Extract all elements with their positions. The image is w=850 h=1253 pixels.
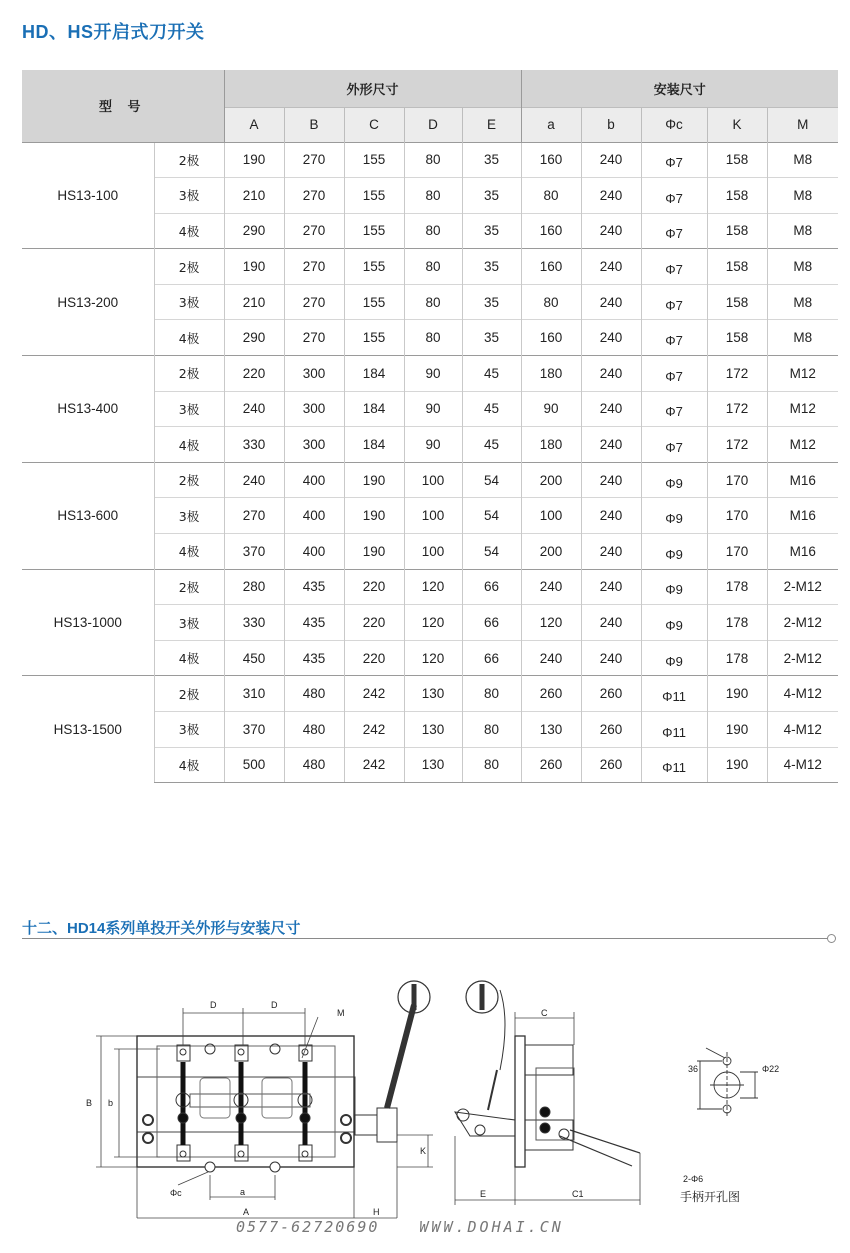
col-header: b bbox=[581, 107, 641, 142]
dimension-cell: 242 bbox=[344, 712, 404, 748]
pole-count: 4极 bbox=[154, 640, 224, 676]
pole-2 bbox=[234, 1045, 248, 1161]
dimension-cell: 80 bbox=[462, 747, 521, 783]
dimension-cell: 45 bbox=[462, 427, 521, 463]
side-view bbox=[455, 981, 640, 1205]
dimension-cell: 400 bbox=[284, 462, 344, 498]
dimension-cell: 54 bbox=[462, 534, 521, 570]
dimension-cell: 35 bbox=[462, 213, 521, 249]
dimension-cell: 120 bbox=[404, 640, 462, 676]
dimension-cell: 35 bbox=[462, 142, 521, 178]
divider-end-circle bbox=[827, 934, 836, 943]
col-header: M bbox=[767, 107, 838, 142]
dimension-cell: 290 bbox=[224, 320, 284, 356]
dimension-cell: 290 bbox=[224, 213, 284, 249]
dimension-cell: M16 bbox=[767, 534, 838, 570]
pole-count: 3极 bbox=[154, 178, 224, 214]
footer-url[interactable]: WWW.DOHAI.CN bbox=[419, 1218, 564, 1236]
table-row bbox=[22, 249, 838, 285]
dimension-cell: 260 bbox=[521, 676, 581, 712]
pole-count: 3极 bbox=[154, 498, 224, 534]
dimension-cell: 178 bbox=[707, 569, 767, 605]
dimension-cell: 240 bbox=[581, 640, 641, 676]
dimension-cell: 120 bbox=[404, 605, 462, 641]
dimension-cell: Φ9 bbox=[641, 640, 707, 676]
dimension-cell: 80 bbox=[521, 284, 581, 320]
dim-a: a bbox=[240, 1187, 246, 1197]
dim-K: K bbox=[420, 1146, 427, 1156]
dimension-cell: 200 bbox=[521, 534, 581, 570]
mount-dim-header: 安装尺寸 bbox=[521, 70, 838, 107]
dimension-cell: 155 bbox=[344, 178, 404, 214]
dimension-cell: 184 bbox=[344, 356, 404, 392]
pole-count: 4极 bbox=[154, 427, 224, 463]
dimension-cell: 180 bbox=[521, 427, 581, 463]
dimension-cell: 66 bbox=[462, 605, 521, 641]
dimension-cell: 184 bbox=[344, 391, 404, 427]
footer-contact bbox=[236, 1218, 564, 1236]
pole-count: 2极 bbox=[154, 356, 224, 392]
dimension-cell: 240 bbox=[521, 640, 581, 676]
dimension-cell: 270 bbox=[284, 284, 344, 320]
dim-H: H bbox=[373, 1207, 380, 1217]
dimension-cell: M8 bbox=[767, 178, 838, 214]
dimension-cell: 66 bbox=[462, 640, 521, 676]
dimension-cell: 450 bbox=[224, 640, 284, 676]
dimension-cell: 240 bbox=[224, 462, 284, 498]
dimension-cell: 66 bbox=[462, 569, 521, 605]
dimension-cell: 400 bbox=[284, 534, 344, 570]
dimension-cell: 172 bbox=[707, 356, 767, 392]
dimension-cell: 270 bbox=[284, 249, 344, 285]
dim-c: Φc bbox=[170, 1188, 182, 1198]
model-name: HS13-1000 bbox=[22, 569, 154, 676]
dimension-cell: M16 bbox=[767, 462, 838, 498]
dimension-cell: 80 bbox=[404, 284, 462, 320]
col-header: C bbox=[344, 107, 404, 142]
handle-hole-diagram bbox=[697, 1048, 758, 1118]
dimension-cell: 172 bbox=[707, 391, 767, 427]
dimension-cell: 190 bbox=[707, 676, 767, 712]
dimension-cell: 35 bbox=[462, 284, 521, 320]
model-name: HS13-200 bbox=[22, 249, 154, 356]
dimension-cell: 35 bbox=[462, 249, 521, 285]
hd14-drawing bbox=[0, 960, 850, 1217]
pole-count: 2极 bbox=[154, 462, 224, 498]
pole-count: 3极 bbox=[154, 712, 224, 748]
dimension-cell: 480 bbox=[284, 712, 344, 748]
col-header: A bbox=[224, 107, 284, 142]
dimension-cell: M12 bbox=[767, 356, 838, 392]
dimension-cell: 330 bbox=[224, 427, 284, 463]
dimension-cell: 184 bbox=[344, 427, 404, 463]
dimension-cell: 270 bbox=[284, 213, 344, 249]
dimension-cell: 190 bbox=[707, 712, 767, 748]
dimension-cell: 100 bbox=[404, 534, 462, 570]
dimension-cell: 160 bbox=[521, 320, 581, 356]
dimension-cell: 130 bbox=[404, 747, 462, 783]
dimension-cell: 80 bbox=[404, 142, 462, 178]
dimension-cell: 45 bbox=[462, 356, 521, 392]
dimension-cell: 435 bbox=[284, 569, 344, 605]
dimension-cell: 190 bbox=[344, 462, 404, 498]
dimension-cell: 155 bbox=[344, 320, 404, 356]
dimension-cell: 170 bbox=[707, 534, 767, 570]
dimension-cell: 155 bbox=[344, 213, 404, 249]
dimension-cell: 158 bbox=[707, 213, 767, 249]
dimension-cell: 4-M12 bbox=[767, 712, 838, 748]
dimension-cell: 155 bbox=[344, 142, 404, 178]
dimension-cell: 260 bbox=[581, 676, 641, 712]
dimension-cell: 160 bbox=[521, 213, 581, 249]
dimension-cell: Φ9 bbox=[641, 498, 707, 534]
dimension-cell: 240 bbox=[581, 498, 641, 534]
col-header: B bbox=[284, 107, 344, 142]
dimension-cell: Φ7 bbox=[641, 213, 707, 249]
dim-D2: D bbox=[271, 1000, 278, 1010]
dimension-cell: Φ9 bbox=[641, 462, 707, 498]
dimension-cell: 100 bbox=[521, 498, 581, 534]
dimension-cell: 80 bbox=[462, 676, 521, 712]
dimension-cell: 210 bbox=[224, 284, 284, 320]
dimension-cell: 100 bbox=[404, 498, 462, 534]
dimension-cell: 260 bbox=[521, 747, 581, 783]
dimension-cell: 178 bbox=[707, 605, 767, 641]
dim-D1: D bbox=[210, 1000, 217, 1010]
dim-b: b bbox=[108, 1098, 114, 1108]
dimension-cell: 270 bbox=[284, 320, 344, 356]
dimension-cell: 45 bbox=[462, 391, 521, 427]
dimension-cell: 190 bbox=[344, 498, 404, 534]
dimension-cell: 80 bbox=[404, 249, 462, 285]
dimension-cell: 80 bbox=[521, 178, 581, 214]
dimension-cell: Φ11 bbox=[641, 712, 707, 748]
dimension-cell: 240 bbox=[581, 142, 641, 178]
model-name: HS13-100 bbox=[22, 142, 154, 249]
dimension-cell: 400 bbox=[284, 498, 344, 534]
dimension-cell: 240 bbox=[224, 391, 284, 427]
dimension-cell: 158 bbox=[707, 178, 767, 214]
dimension-cell: 330 bbox=[224, 605, 284, 641]
dimension-cell: Φ9 bbox=[641, 605, 707, 641]
dimension-cell: M8 bbox=[767, 213, 838, 249]
dimension-cell: 270 bbox=[284, 142, 344, 178]
dimension-cell: 300 bbox=[284, 356, 344, 392]
outline-dim-header: 外形尺寸 bbox=[224, 70, 521, 107]
table-row bbox=[22, 676, 838, 712]
dimension-cell: 160 bbox=[521, 142, 581, 178]
model-header: 型 号 bbox=[22, 70, 224, 142]
pole-count: 2极 bbox=[154, 142, 224, 178]
dimension-cell: 190 bbox=[224, 249, 284, 285]
dimension-cell: Φ7 bbox=[641, 249, 707, 285]
dimension-cell: 90 bbox=[404, 391, 462, 427]
dimension-cell: 240 bbox=[581, 534, 641, 570]
table-row bbox=[22, 356, 838, 392]
dimension-cell: 240 bbox=[581, 284, 641, 320]
pole-count: 2极 bbox=[154, 249, 224, 285]
dimension-cell: Φ9 bbox=[641, 534, 707, 570]
dimension-cell: 300 bbox=[284, 427, 344, 463]
pole-count: 4极 bbox=[154, 213, 224, 249]
dimension-cell: 2-M12 bbox=[767, 605, 838, 641]
dimension-cell: 240 bbox=[581, 605, 641, 641]
dimension-cell: 130 bbox=[521, 712, 581, 748]
dimension-cell: 158 bbox=[707, 284, 767, 320]
dimension-cell: 35 bbox=[462, 320, 521, 356]
section-divider bbox=[22, 938, 828, 939]
dimension-cell: 160 bbox=[521, 249, 581, 285]
footer-phone: 0577-62720690 bbox=[236, 1218, 380, 1236]
dim-E: E bbox=[480, 1189, 487, 1199]
dimension-cell: 210 bbox=[224, 178, 284, 214]
dimension-cell: 54 bbox=[462, 498, 521, 534]
dimension-cell: 80 bbox=[404, 178, 462, 214]
dimension-cell: 80 bbox=[404, 213, 462, 249]
pole-count: 3极 bbox=[154, 391, 224, 427]
dimension-cell: 130 bbox=[404, 676, 462, 712]
dim-phi22: Φ22 bbox=[762, 1064, 780, 1074]
page-title: HD、HS开启式刀开关 bbox=[22, 22, 205, 42]
dim-M: M bbox=[337, 1008, 345, 1018]
model-name: HS13-1500 bbox=[22, 676, 154, 783]
handle-hole-caption: 手柄开孔图 bbox=[680, 1190, 741, 1204]
dim-B: B bbox=[86, 1098, 93, 1108]
dimension-cell: Φ7 bbox=[641, 320, 707, 356]
dimension-cell: 220 bbox=[344, 605, 404, 641]
col-header: K bbox=[707, 107, 767, 142]
dimension-cell: 260 bbox=[581, 747, 641, 783]
pole-count: 3极 bbox=[154, 284, 224, 320]
dimension-cell: 240 bbox=[581, 462, 641, 498]
dimension-cell: 4-M12 bbox=[767, 747, 838, 783]
dimension-cell: 270 bbox=[284, 178, 344, 214]
dimension-cell: M8 bbox=[767, 249, 838, 285]
dimension-cell: Φ7 bbox=[641, 427, 707, 463]
dimension-cell: M12 bbox=[767, 427, 838, 463]
dim-C1: C1 bbox=[572, 1189, 584, 1199]
dimension-cell: 240 bbox=[581, 427, 641, 463]
dimension-cell: M12 bbox=[767, 391, 838, 427]
dimension-cell: M8 bbox=[767, 320, 838, 356]
dimension-cell: M16 bbox=[767, 498, 838, 534]
dimension-cell: Φ11 bbox=[641, 676, 707, 712]
dimension-cell: 240 bbox=[581, 569, 641, 605]
dimension-cell: Φ7 bbox=[641, 356, 707, 392]
col-header: a bbox=[521, 107, 581, 142]
dimension-cell: 178 bbox=[707, 640, 767, 676]
dim-36: 36 bbox=[688, 1064, 699, 1074]
dimension-cell: 80 bbox=[404, 320, 462, 356]
dimension-cell: 270 bbox=[224, 498, 284, 534]
dimension-cell: Φ11 bbox=[641, 747, 707, 783]
dimension-cell: 155 bbox=[344, 284, 404, 320]
dimension-cell: 190 bbox=[224, 142, 284, 178]
dimension-cell: 172 bbox=[707, 427, 767, 463]
dimension-cell: 130 bbox=[404, 712, 462, 748]
dimension-table bbox=[22, 70, 838, 783]
dimension-cell: M8 bbox=[767, 142, 838, 178]
dimension-cell: 240 bbox=[581, 178, 641, 214]
dimension-cell: 310 bbox=[224, 676, 284, 712]
pole-count: 4极 bbox=[154, 747, 224, 783]
dimension-cell: 240 bbox=[581, 320, 641, 356]
col-header: Φc bbox=[641, 107, 707, 142]
dimension-cell: 220 bbox=[344, 569, 404, 605]
dimension-cell: 190 bbox=[344, 534, 404, 570]
pole-count: 3极 bbox=[154, 605, 224, 641]
model-name: HS13-600 bbox=[22, 462, 154, 569]
dimension-cell: 190 bbox=[707, 747, 767, 783]
dimension-cell: 240 bbox=[521, 569, 581, 605]
dimension-cell: 2-M12 bbox=[767, 569, 838, 605]
table-row bbox=[22, 142, 838, 178]
dimension-cell: 435 bbox=[284, 640, 344, 676]
dimension-cell: 2-M12 bbox=[767, 640, 838, 676]
dimension-cell: 170 bbox=[707, 498, 767, 534]
dimension-cell: 54 bbox=[462, 462, 521, 498]
pole-1 bbox=[176, 1045, 190, 1161]
dimension-cell: 242 bbox=[344, 747, 404, 783]
dimension-cell: 260 bbox=[581, 712, 641, 748]
dimension-cell: 500 bbox=[224, 747, 284, 783]
col-header: E bbox=[462, 107, 521, 142]
dimension-cell: 180 bbox=[521, 356, 581, 392]
dimension-cell: 220 bbox=[344, 640, 404, 676]
dimension-cell: 90 bbox=[404, 356, 462, 392]
dim-A: A bbox=[243, 1207, 250, 1217]
dimension-cell: 370 bbox=[224, 712, 284, 748]
dimension-cell: 370 bbox=[224, 534, 284, 570]
dimension-cell: 240 bbox=[581, 356, 641, 392]
dimension-cell: 90 bbox=[404, 427, 462, 463]
dimension-cell: 435 bbox=[284, 605, 344, 641]
dimension-cell: 300 bbox=[284, 391, 344, 427]
dimension-cell: 170 bbox=[707, 462, 767, 498]
dimension-cell: 158 bbox=[707, 249, 767, 285]
dimension-cell: 80 bbox=[462, 712, 521, 748]
dimension-cell: 90 bbox=[521, 391, 581, 427]
dimension-cell: Φ7 bbox=[641, 284, 707, 320]
dimension-cell: 35 bbox=[462, 178, 521, 214]
dimension-cell: 4-M12 bbox=[767, 676, 838, 712]
dimension-cell: 120 bbox=[521, 605, 581, 641]
dim-C: C bbox=[541, 1008, 548, 1018]
dimension-cell: Φ7 bbox=[641, 391, 707, 427]
dimension-cell: 100 bbox=[404, 462, 462, 498]
dimension-cell: 158 bbox=[707, 142, 767, 178]
front-view bbox=[96, 981, 433, 1218]
dimension-cell: 480 bbox=[284, 676, 344, 712]
dimension-cell: 240 bbox=[581, 249, 641, 285]
dim-holes: 2-Φ6 bbox=[683, 1174, 704, 1184]
pole-count: 4极 bbox=[154, 320, 224, 356]
dimension-cell: 240 bbox=[581, 213, 641, 249]
pole-count: 4极 bbox=[154, 534, 224, 570]
table-row bbox=[22, 569, 838, 605]
table-row bbox=[22, 462, 838, 498]
dimension-cell: M8 bbox=[767, 284, 838, 320]
dimension-cell: 155 bbox=[344, 249, 404, 285]
col-header: D bbox=[404, 107, 462, 142]
model-name: HS13-400 bbox=[22, 356, 154, 463]
pole-count: 2极 bbox=[154, 569, 224, 605]
dimension-cell: Φ7 bbox=[641, 178, 707, 214]
section-title: 十二、HD14系列单投开关外形与安装尺寸 bbox=[22, 920, 301, 937]
dimension-cell: Φ7 bbox=[641, 142, 707, 178]
dimension-cell: 220 bbox=[224, 356, 284, 392]
dimension-cell: 158 bbox=[707, 320, 767, 356]
dimension-cell: 280 bbox=[224, 569, 284, 605]
dimension-cell: 480 bbox=[284, 747, 344, 783]
dimension-cell: 200 bbox=[521, 462, 581, 498]
dimension-cell: 242 bbox=[344, 676, 404, 712]
dimension-cell: 240 bbox=[581, 391, 641, 427]
dimension-cell: 120 bbox=[404, 569, 462, 605]
pole-count: 2极 bbox=[154, 676, 224, 712]
dimension-cell: Φ9 bbox=[641, 569, 707, 605]
